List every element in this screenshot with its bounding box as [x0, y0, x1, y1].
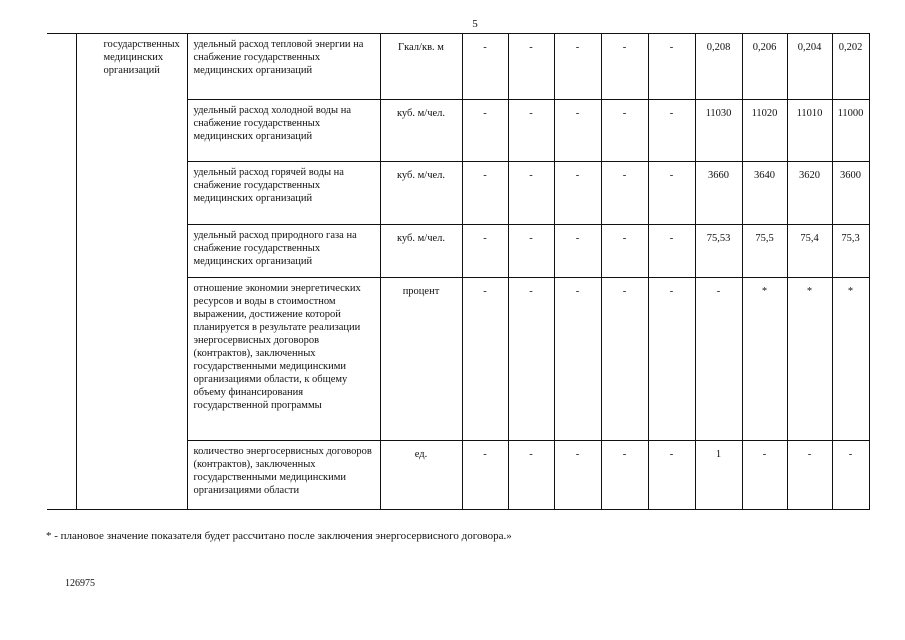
indicator-unit: ед.: [380, 441, 462, 510]
indicator-value: -: [554, 225, 601, 278]
indicator-value: -: [832, 441, 869, 510]
indicator-description: удельный расход горячей воды на снабжение государственных медицинских организаций: [187, 162, 380, 225]
indicator-value: 0,206: [742, 34, 787, 100]
indicator-value: -: [508, 100, 554, 162]
indicator-value: 3620: [787, 162, 832, 225]
indicator-value: -: [648, 100, 695, 162]
indicator-value: -: [508, 225, 554, 278]
indicator-value: -: [695, 278, 742, 441]
indicator-description: удельный расход тепловой энергии на снабжение государственных медицинских организаций: [187, 34, 380, 100]
indicator-value: -: [508, 34, 554, 100]
document-id: 126975: [65, 578, 95, 589]
indicator-value: -: [742, 441, 787, 510]
indicator-value: -: [554, 278, 601, 441]
indicator-description: удельный расход природного газа на снабжение государственных медицинских организаций: [187, 225, 380, 278]
indicator-value: -: [648, 162, 695, 225]
indicator-unit: Гкал/кв. м: [380, 34, 462, 100]
indicator-value: 75,3: [832, 225, 869, 278]
indicator-value: -: [508, 278, 554, 441]
indicator-value: -: [554, 100, 601, 162]
indicator-value: -: [554, 441, 601, 510]
indicator-table: [47, 33, 870, 510]
indicator-value: 3640: [742, 162, 787, 225]
indicator-unit: процент: [380, 278, 462, 441]
indicator-value: -: [462, 34, 508, 100]
indicator-value: -: [462, 278, 508, 441]
group-label: государственных медицинских организаций: [76, 34, 187, 510]
indicator-value: -: [601, 441, 648, 510]
indicator-description: удельный расход холодной воды на снабжение государственных медицинских организаций: [187, 100, 380, 162]
indicator-value: *: [832, 278, 869, 441]
indicator-value: 11000: [832, 100, 869, 162]
indicator-value: 11030: [695, 100, 742, 162]
indicator-unit: куб. м/чел.: [380, 162, 462, 225]
indicator-value: 0,204: [787, 34, 832, 100]
indicator-description: количество энергосервисных договоров (контрактов), заключенных государственными медицинскими организациями области: [187, 441, 380, 510]
indicator-value: 3600: [832, 162, 869, 225]
indicator-value: 0,208: [695, 34, 742, 100]
indicator-value: -: [508, 441, 554, 510]
indicator-value: *: [742, 278, 787, 441]
indicator-unit: куб. м/чел.: [380, 100, 462, 162]
indicator-value: 75,53: [695, 225, 742, 278]
indicator-value: -: [648, 34, 695, 100]
footnote: * - плановое значение показателя будет рассчитано после заключения энергосервисного договора.»: [46, 530, 512, 542]
indicator-value: -: [648, 441, 695, 510]
indicator-value: 0,202: [832, 34, 869, 100]
indicator-value: -: [554, 34, 601, 100]
indicator-value: 1: [695, 441, 742, 510]
indicator-value: -: [601, 100, 648, 162]
indicator-value: 11020: [742, 100, 787, 162]
indicator-value: -: [601, 162, 648, 225]
indicator-value: -: [554, 162, 601, 225]
indicator-description: отношение экономии энергетических ресурсов и воды в стоимостном выражении, достижение которой планируется в результате реализации энергосервисных договоров (контрактов), заключенных государственными медицинскими организациями области, к общему объему финансирования государственной программы: [187, 278, 380, 441]
indicator-value: *: [787, 278, 832, 441]
indicator-value: -: [648, 225, 695, 278]
indicator-value: -: [462, 441, 508, 510]
indicator-value: 3660: [695, 162, 742, 225]
indicator-value: -: [462, 100, 508, 162]
indicator-value: 11010: [787, 100, 832, 162]
indicator-value: -: [462, 162, 508, 225]
leading-cell: [47, 34, 76, 510]
indicator-value: -: [601, 278, 648, 441]
indicator-value: -: [601, 34, 648, 100]
indicator-value: 75,4: [787, 225, 832, 278]
indicator-value: -: [508, 162, 554, 225]
indicator-value: -: [648, 278, 695, 441]
indicator-value: -: [787, 441, 832, 510]
page-number: 5: [472, 18, 478, 30]
indicator-value: -: [601, 225, 648, 278]
indicator-value: -: [462, 225, 508, 278]
indicator-value: 75,5: [742, 225, 787, 278]
indicator-unit: куб. м/чел.: [380, 225, 462, 278]
table-row: [47, 34, 869, 100]
